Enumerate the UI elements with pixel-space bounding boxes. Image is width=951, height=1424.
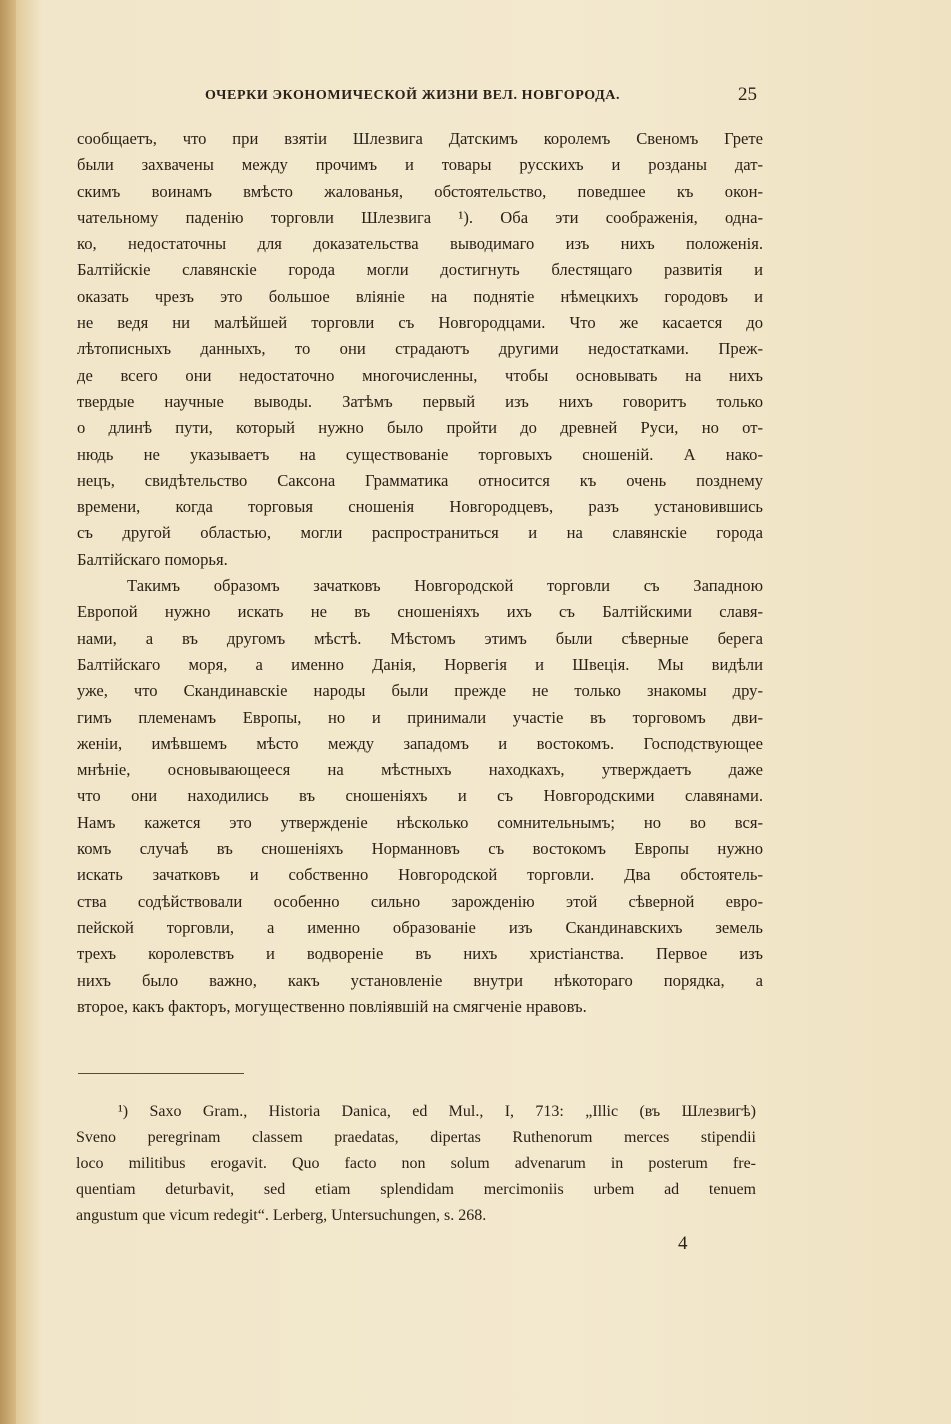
text-line: лѣтописныхъ данныхъ, то они страдаютъ другими недостатками. Преж- (77, 339, 763, 359)
signature-mark: 4 (678, 1233, 688, 1254)
text-line: нецъ, свидѣтельство Саксона Грамматика относится къ очень позднему (77, 470, 763, 490)
text-line: твердые научные выводы. Затѣмъ первый изъ нихъ говоритъ только (77, 391, 763, 411)
text-line: нами, а въ другомъ мѣстѣ. Мѣстомъ этимъ были сѣверные берега (77, 628, 763, 648)
footnote-line: loco militibus erogavit. Quo facto non solum advenarum in posterum fre- (76, 1155, 756, 1172)
text-line: трехъ королевствъ и водвореніе въ нихъ христіанства. Первое изъ (77, 944, 763, 964)
running-head (205, 84, 765, 114)
text-line: второе, какъ факторъ, могущественно повліявшій на смягченіе нравовъ. (77, 996, 587, 1016)
text-line: пейской торговли, а именно образованіе изъ Скандинавскихъ земель (77, 917, 763, 937)
footnote-line: ¹) Saxo Gram., Historia Danica, ed Mul., I, 713: „Illic (въ Шлезвигѣ) (118, 1103, 756, 1120)
text-line: нюдь не указываетъ на существованіе торговыхъ сношеній. А нако- (77, 444, 763, 464)
text-line: Балтійскіе славянскіе города могли достигнуть блестящаго развитія и (77, 260, 763, 280)
text-line: гимъ племенамъ Европы, но и принимали участіе въ торговомъ дви- (77, 707, 763, 727)
text-line: комъ случаѣ въ сношеніяхъ Норманновъ съ востокомъ Европы нужно (77, 839, 763, 859)
text-line: Балтійскаго моря, а именно Данія, Норвегія и Швеція. Мы видѣли (77, 654, 763, 674)
text-line: были захвачены между прочимъ и товары русскихъ и розданы дат- (77, 155, 763, 175)
running-title: ОЧЕРКИ ЭКОНОМИЧЕСКОЙ ЖИЗНИ ВЕЛ. НОВГОРОДА. (205, 88, 621, 103)
text-line: Такимъ образомъ зачатковъ Новгородской торговли съ Западною (127, 576, 763, 596)
text-line: не ведя ни малѣйшей торговли съ Новгородцами. Что же касается до (77, 313, 763, 333)
text-line: времени, когда торговыя сношенія Новгородцевъ, разъ установившись (77, 497, 763, 517)
text-line: оказать чрезъ это большое вліяніе на поднятіе нѣмецкихъ городовъ и (77, 286, 763, 306)
page-gutter (0, 0, 16, 1424)
text-line: съ другой областью, могли распространиться и на славянскіе города (77, 523, 763, 543)
text-line: ко, недостаточны для доказательства выводимаго изъ нихъ положенія. (77, 234, 763, 254)
text-line: нихъ было важно, какъ установленіе внутри нѣкотораго порядка, а (77, 970, 763, 990)
page-number: 25 (738, 84, 757, 105)
text-line: искать зачатковъ и собственно Новгородской торговли. Два обстоятель- (77, 865, 763, 885)
footnote-divider (78, 1073, 244, 1074)
text-line: женіи, имѣвшемъ мѣсто между западомъ и востокомъ. Господствующее (77, 733, 763, 753)
footnote-line: angustum que vicum redegit“. Lerberg, Untersuchungen, s. 268. (76, 1207, 487, 1224)
text-line: скимъ воинамъ вмѣсто жалованья, обстоятельство, поведшее къ окон- (77, 181, 763, 201)
text-line: Европой нужно искать не въ сношеніяхъ ихъ съ Балтійскими славя- (77, 602, 763, 622)
text-line: чательному паденію торговли Шлезвига ¹). Оба эти соображенія, одна- (77, 207, 763, 227)
footnotes (76, 1099, 756, 1229)
text-line: де всего они недостаточно многочисленны, чтобы основывать на нихъ (77, 365, 763, 385)
text-line: сообщаетъ, что при взятіи Шлезвига Датскимъ королемъ Свеномъ Грете (77, 129, 763, 148)
text-line: о длинѣ пути, который нужно было пройти до древней Руси, но от- (77, 418, 763, 438)
text-line: мнѣніе, основывающееся на мѣстныхъ находкахъ, утверждаетъ даже (77, 760, 763, 780)
footnote-line: Sveno peregrinam classem praedatas, dipertas Ruthenorum merces stipendii (76, 1129, 756, 1146)
footnote-line: quentiam deturbavit, sed etiam splendidam mercimoniis urbem ad tenuem (76, 1181, 756, 1198)
text-line: ства содѣйствовали особенно сильно зарожденію этой сѣверной евро- (77, 891, 763, 911)
text-line: уже, что Скандинавскіе народы были прежде не только знакомы дру- (77, 681, 763, 701)
body-text (77, 126, 763, 1020)
text-line: Балтійскаго поморья. (77, 549, 228, 569)
text-line: Намъ кажется это утвержденіе нѣсколько сомнительнымъ; но во вся- (77, 812, 763, 832)
text-line: что они находились въ сношеніяхъ и съ Новгородскими славянами. (77, 786, 763, 806)
